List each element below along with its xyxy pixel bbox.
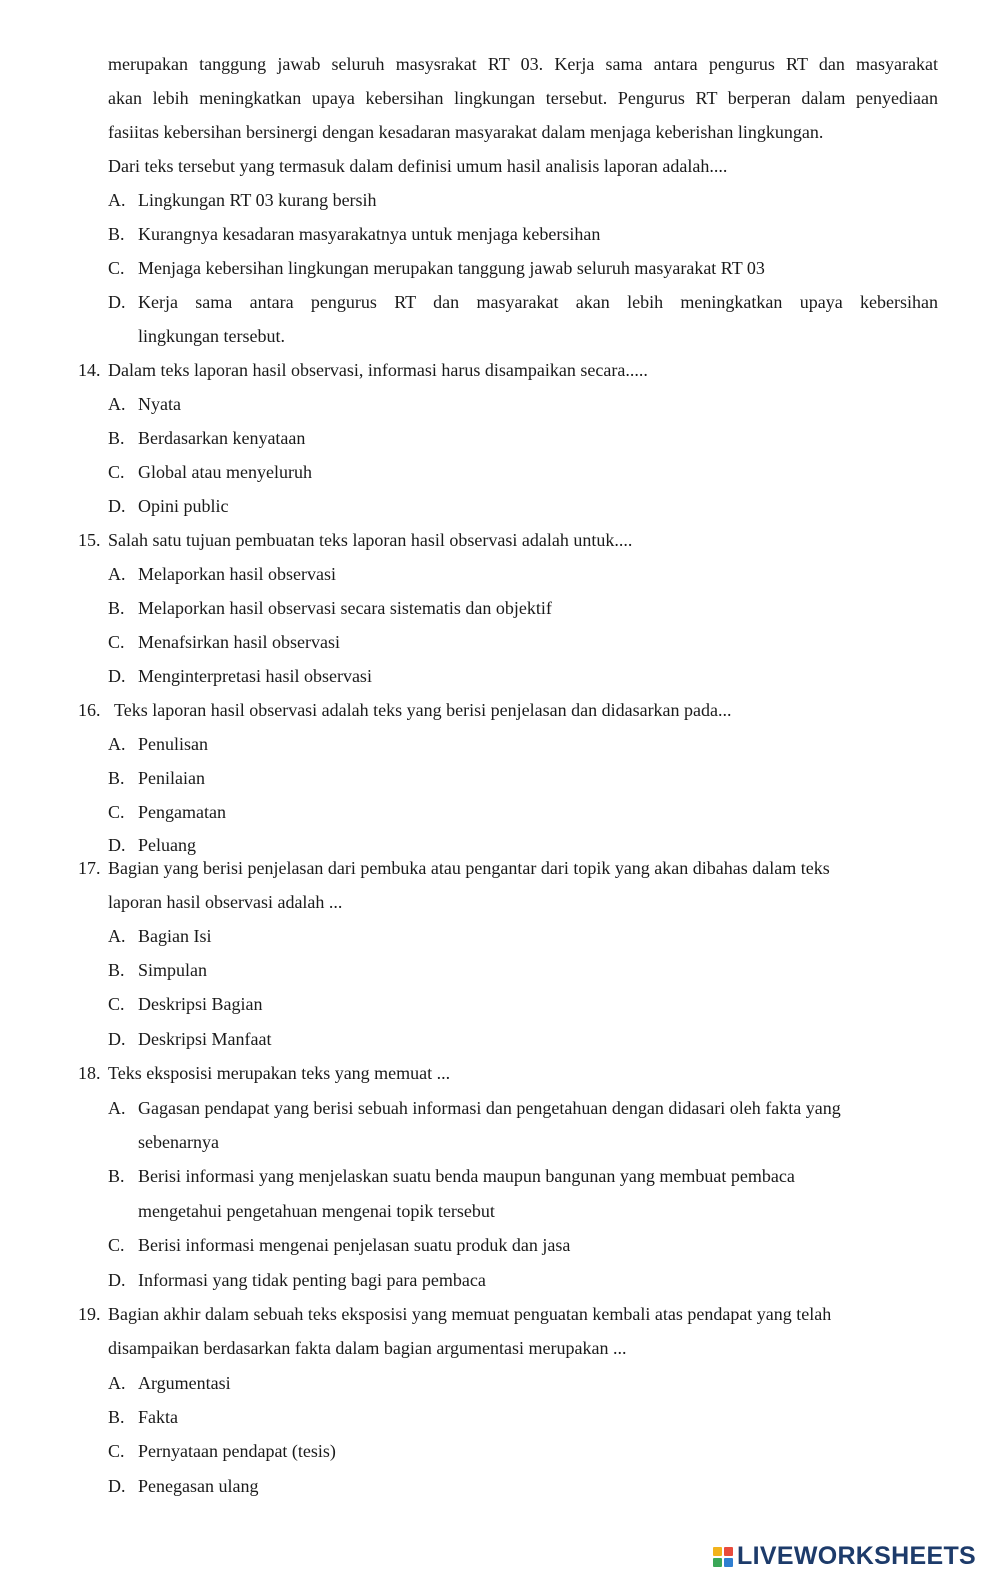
option-letter: D. <box>108 666 126 686</box>
option-letter: C. <box>108 632 125 652</box>
option-letter: A. <box>108 926 126 946</box>
option-text-continued: lingkungan tersebut. <box>138 326 285 346</box>
question-number: 15. <box>78 530 101 550</box>
passage-prompt: Dari teks tersebut yang termasuk dalam definisi umum hasil analisis laporan adalah.... <box>108 156 728 176</box>
option-letter: A. <box>108 1098 126 1118</box>
logo-square-3 <box>713 1558 722 1567</box>
option-text: Berisi informasi mengenai penjelasan suatu produk dan jasa <box>138 1235 571 1255</box>
option-text: Berdasarkan kenyataan <box>138 428 306 448</box>
logo-text: LIVEWORKSHEETS <box>737 1542 976 1570</box>
question-text-continued: laporan hasil observasi adalah ... <box>108 892 343 912</box>
option-letter: A. <box>108 564 126 584</box>
option-letter: C. <box>108 802 125 822</box>
question-number: 14. <box>78 360 101 380</box>
option-letter: C. <box>108 1235 125 1255</box>
option-text: Menginterpretasi hasil observasi <box>138 666 372 686</box>
option-text: Berisi informasi yang menjelaskan suatu benda maupun bangunan yang membuat pembaca <box>138 1166 795 1186</box>
option-letter: C. <box>108 258 125 278</box>
option-text: Bagian Isi <box>138 926 212 946</box>
option-text: Menjaga kebersihan lingkungan merupakan tanggung jawab seluruh masyarakat RT 03 <box>138 258 765 278</box>
question-text: Teks eksposisi merupakan teks yang memuat ... <box>108 1063 451 1083</box>
option-text: Menafsirkan hasil observasi <box>138 632 340 652</box>
option-text: Gagasan pendapat yang berisi sebuah informasi dan pengetahuan dengan didasari oleh fakta yang <box>138 1098 841 1118</box>
option-text: Nyata <box>138 394 181 414</box>
option-text: Informasi yang tidak penting bagi para pembaca <box>138 1270 486 1290</box>
question-text: Bagian yang berisi penjelasan dari pembuka atau pengantar dari topik yang akan dibahas dalam teks <box>108 858 830 878</box>
option-text: Fakta <box>138 1407 178 1427</box>
option-text: Kurangnya kesadaran masyarakatnya untuk menjaga kebersihan <box>138 224 601 244</box>
option-text-continued: sebenarnya <box>138 1132 219 1152</box>
option-letter: B. <box>108 598 125 618</box>
option-letter: D. <box>108 1270 126 1290</box>
option-text: Lingkungan RT 03 kurang bersih <box>138 190 377 210</box>
passage-line-1: merupakan tanggung jawab seluruh masysrakat RT 03. Kerja sama antara pengurus RT dan masyarakat <box>108 54 938 74</box>
option-letter: A. <box>108 734 126 754</box>
option-text: Pengamatan <box>138 802 226 822</box>
option-letter: C. <box>108 462 125 482</box>
option-letter: D. <box>108 1476 126 1496</box>
option-letter: B. <box>108 1166 125 1186</box>
logo-square-4 <box>724 1558 733 1567</box>
option-letter: D. <box>108 292 126 312</box>
option-letter: B. <box>108 224 125 244</box>
question-number: 17. <box>78 858 101 878</box>
option-text: Argumentasi <box>138 1373 231 1393</box>
liveworksheets-logo[interactable] <box>713 1542 976 1571</box>
option-text: Penegasan ulang <box>138 1476 259 1496</box>
option-text-continued: mengetahui pengetahuan mengenai topik tersebut <box>138 1201 495 1221</box>
option-text: Peluang <box>138 835 196 855</box>
option-text: Melaporkan hasil observasi <box>138 564 336 584</box>
question-number: 18. <box>78 1063 101 1083</box>
option-text: Pernyataan pendapat (tesis) <box>138 1441 336 1461</box>
option-text: Opini public <box>138 496 229 516</box>
question-text: Salah satu tujuan pembuatan teks laporan hasil observasi adalah untuk.... <box>108 530 633 550</box>
option-text: Global atau menyeluruh <box>138 462 312 482</box>
question-number: 16. <box>78 700 101 720</box>
passage-line-2: akan lebih meningkatkan upaya kebersihan lingkungan tersebut. Pengurus RT berperan dalam penyediaan <box>108 88 938 108</box>
question-text-continued: disampaikan berdasarkan fakta dalam bagian argumentasi merupakan ... <box>108 1338 627 1358</box>
logo-square-2 <box>724 1547 733 1556</box>
option-letter: B. <box>108 960 125 980</box>
option-text: Deskripsi Bagian <box>138 994 263 1014</box>
option-letter: C. <box>108 1441 125 1461</box>
option-letter: B. <box>108 768 125 788</box>
option-letter: B. <box>108 428 125 448</box>
option-letter: D. <box>108 1029 126 1049</box>
option-text: Kerja sama antara pengurus RT dan masyarakat akan lebih meningkatkan upaya kebersihan <box>138 292 938 312</box>
option-letter: D. <box>108 496 126 516</box>
passage-line-3: fasiitas kebersihan bersinergi dengan kesadaran masyarakat dalam menjaga keberishan lingkungan. <box>108 122 824 142</box>
logo-square-1 <box>713 1547 722 1556</box>
option-text: Melaporkan hasil observasi secara sistematis dan objektif <box>138 598 552 618</box>
option-letter: A. <box>108 394 126 414</box>
liveworksheets-logo-icon <box>713 1547 733 1567</box>
option-letter: A. <box>108 1373 126 1393</box>
question-text: Teks laporan hasil observasi adalah teks yang berisi penjelasan dan didasarkan pada... <box>114 700 732 720</box>
option-text: Penilaian <box>138 768 205 788</box>
option-letter: D. <box>108 835 126 855</box>
question-text: Dalam teks laporan hasil observasi, informasi harus disampaikan secara..... <box>108 360 648 380</box>
option-text: Penulisan <box>138 734 208 754</box>
option-letter: C. <box>108 994 125 1014</box>
option-text: Deskripsi Manfaat <box>138 1029 272 1049</box>
question-number: 19. <box>78 1304 101 1324</box>
option-letter: A. <box>108 190 126 210</box>
question-text: Bagian akhir dalam sebuah teks eksposisi yang memuat penguatan kembali atas pendapat yang telah <box>108 1304 832 1324</box>
option-letter: B. <box>108 1407 125 1427</box>
option-text: Simpulan <box>138 960 208 980</box>
